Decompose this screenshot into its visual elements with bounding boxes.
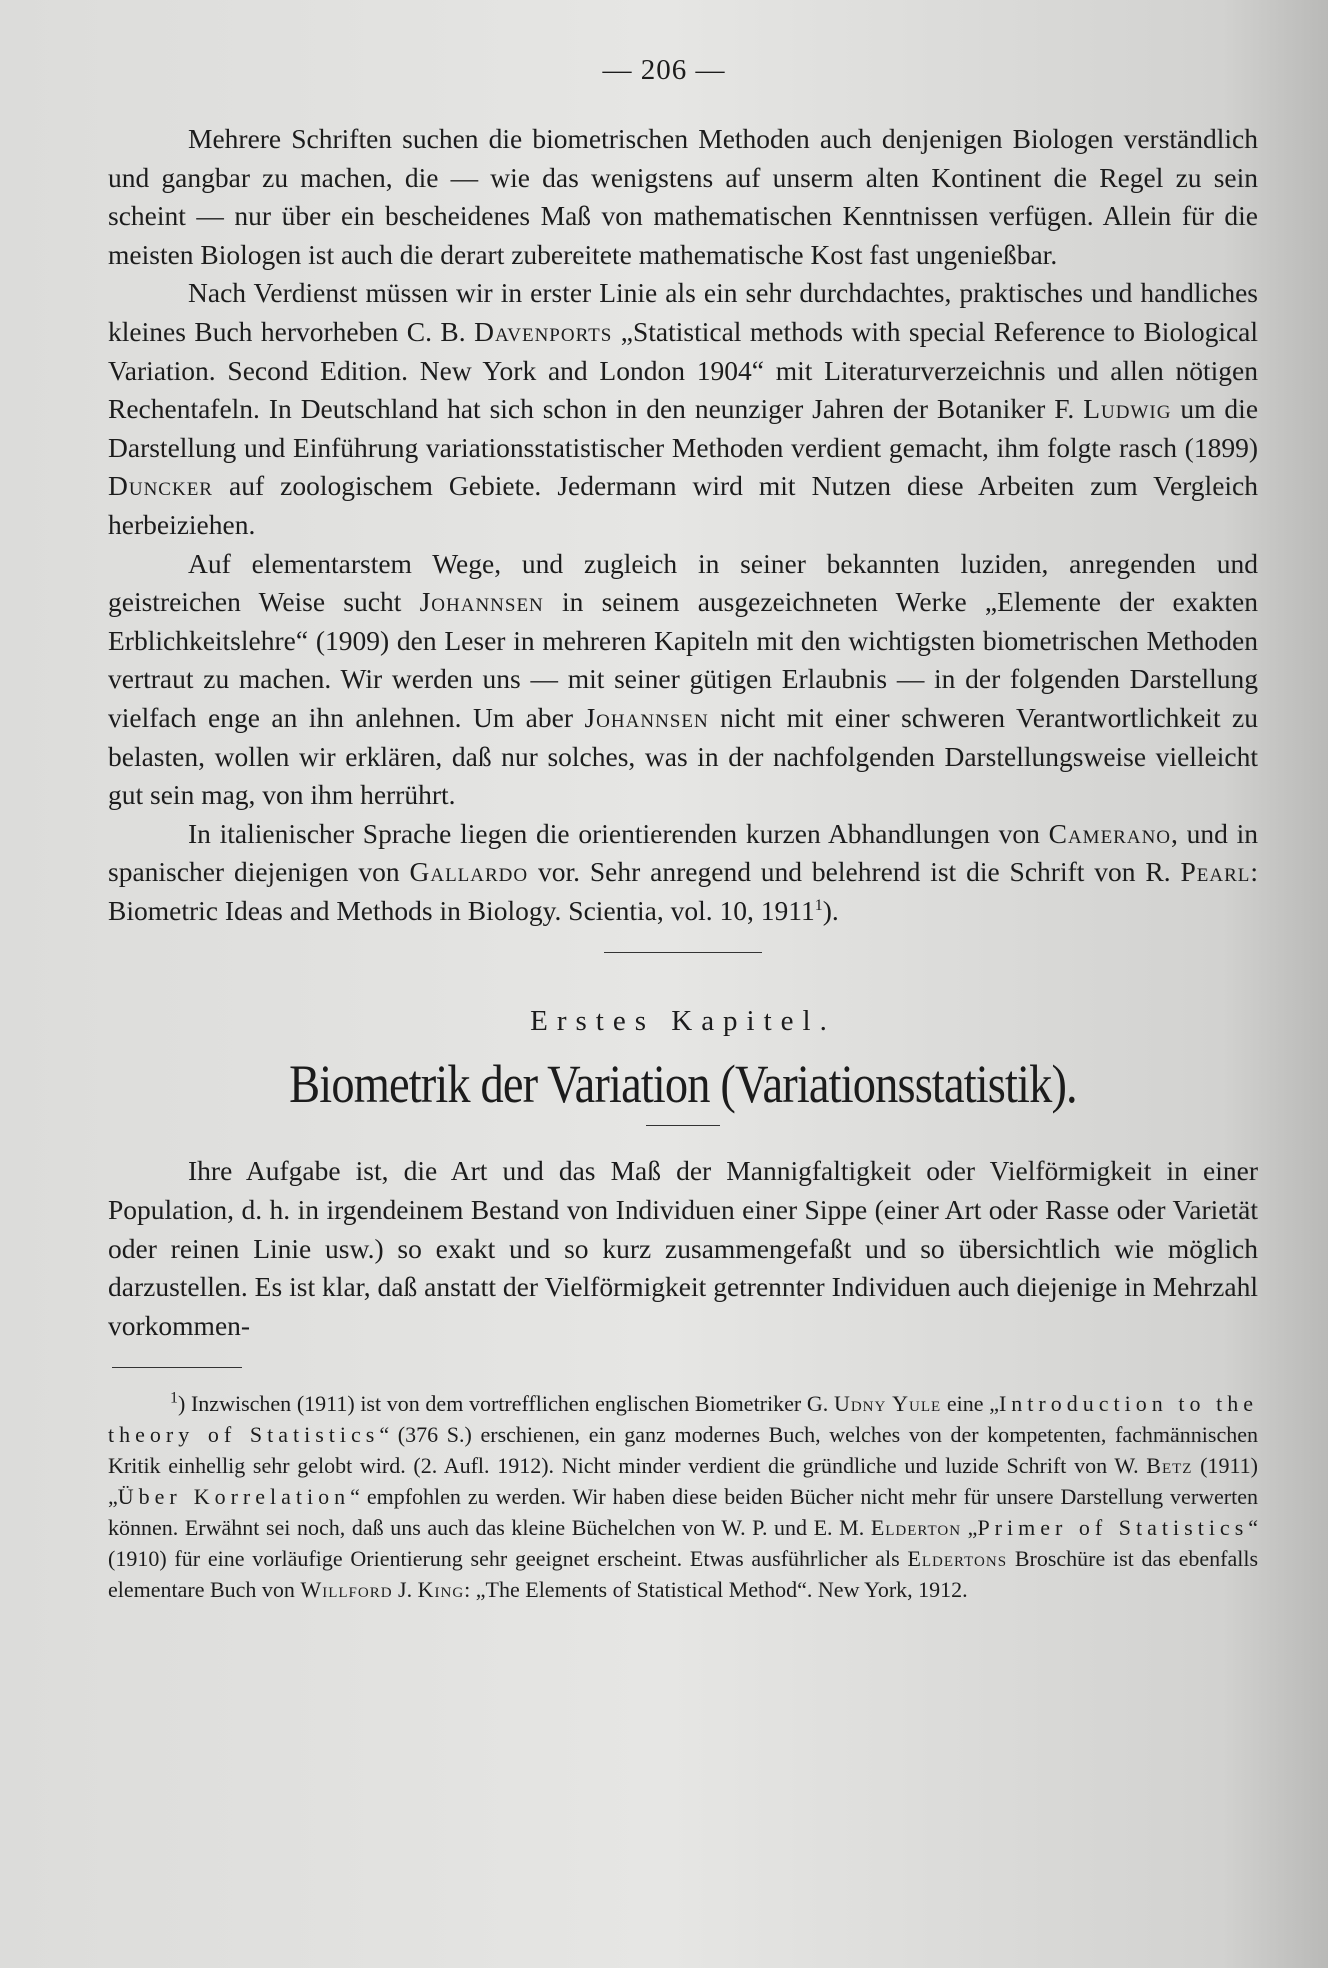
footnote-text-c: “ (376 S.) erschienen, ein ganz modernes Buch, welches von der kompetenten, fachmännischen Kritik einhellig sehr gelobt wird. (2. Aufl. 1912). Nicht minder verdient die gründliche und luzide Schrift von W. (108, 1422, 1258, 1479)
author-johannsen: Johannsen (419, 586, 544, 618)
paragraph-4-text-c: vor. Sehr anregend und belehrend ist die Schrift von R. (538, 856, 1171, 888)
chapter-title: Biometrik der Variation (Variationsstatistik). (289, 1054, 1077, 1115)
chapter-label: Erstes Kapitel. (530, 1005, 836, 1038)
paragraph-2-text-a: Nach Verdienst müssen wir in erster Linie als ein sehr durchdachtes, praktisches und handliches kleines Buch hervorheben C. B. (108, 277, 1258, 347)
chapter-title-divider (646, 1125, 720, 1126)
author-camerano: Camerano (1048, 817, 1172, 849)
footnote-text-e: “ empfohlen zu werden. Wir haben diese beiden Bücher nicht mehr für unsere Darstellung verwerten können. Erwähnt sei noch, daß uns auch das kleine Büchelchen von W. P. und E. M. (108, 1484, 1258, 1541)
footnote-text-a: ) Inzwischen (1911) ist von dem vortrefflichen englischen Biometriker G. (178, 1391, 829, 1417)
author-duncker: Duncker (108, 470, 213, 502)
footnote (108, 1388, 1258, 1605)
author-johannsen-2: Johannsen (584, 701, 709, 733)
title-primer-statistics: Primer of Statistics (977, 1515, 1249, 1541)
paragraph-1: Mehrere Schriften suchen die biometrischen Methoden auch denjenigen Biologen verständlich und gangbar zu machen, die — wie das wenigstens auf unserm alten Kontinent die Regel zu sein scheint — nur über ein bescheidenes Maß von mathematischen Kenntnissen verfügen. Allein für die meisten Biologen ist auch die derart zubereitete mathematische Kost fast ungenießbar. (108, 123, 1258, 270)
paragraph-4-text-e: ). (822, 894, 839, 926)
footnote-text-f: „ (967, 1515, 978, 1541)
author-willford: Willford (300, 1577, 393, 1603)
main-text (108, 120, 1258, 1605)
paragraph-2 (108, 274, 1258, 544)
footnote-number: 1 (170, 1390, 178, 1408)
paragraph-3 (108, 545, 1258, 815)
footnote-text-b: eine „ (946, 1391, 999, 1417)
title-ueber-korrelation: Über Korrelation (117, 1484, 351, 1510)
author-elderton: Elderton (870, 1515, 962, 1541)
page-number: — 206 — (602, 54, 726, 86)
title-introduction-statistics: Introduction to the theory of Statistics (108, 1391, 1259, 1448)
footnote-text (108, 1388, 1258, 1605)
paragraph-2-text-c: um die Darstellung und Einführung variationsstatistischer Methoden verdient gemacht, ihm folgte rasch (1899) (108, 393, 1259, 463)
author-betz: Betz (1146, 1453, 1193, 1479)
paragraph-2-text-d: auf zoologischem Gebiete. Jedermann wird mit Nutzen diese Arbeiten zum Vergleich herbeiziehen. (108, 470, 1259, 540)
paragraph-3-text-c: nicht mit einer schweren Verantwortlichkeit zu belasten, wollen wir erklären, daß nur solches, was in der nachfolgenden Darstellungsweise vielleicht gut sein mag, von ihm herrührt. (108, 701, 1259, 811)
author-udny-yule: Udny Yule (833, 1391, 942, 1417)
author-gallardo: Gallardo (409, 856, 529, 888)
paragraph-2-text-b: „Statistical methods with special Reference to Biological Variation. Second Edition. New York and London 1904“ mit Literaturverzeichnis und allen nötigen Rechentafeln. In Deutschland hat sich schon in den neunziger Jahren der Botaniker F. (108, 315, 1259, 425)
author-eldertons: Eldertons (907, 1546, 1008, 1572)
footnote-text-i: J. (398, 1577, 413, 1603)
author-davenport: Davenports (474, 315, 613, 347)
footnote-text-g: “ (1910) für eine vorläufige Orientierung sehr geeignet erscheint. Etwas ausführlicher als (108, 1515, 1259, 1572)
paragraph-4-text-a: In italienischer Sprache liegen die orientierenden kurzen Abhandlungen von (188, 817, 1040, 849)
footnote-text-j: : „The Elements of Statistical Method“. New York, 1912. (464, 1577, 968, 1603)
paragraph-3-text-b: in seinem ausgezeichneten Werke „Elemente der exakten Erblichkeitslehre“ (1909) den Leser in mehreren Kapiteln mit den wichtigsten biometrischen Methoden vertraut zu machen. Wir werden uns — mit seiner gütigen Erlaubnis — in der folgenden Darstellung vielfach enge an ihn anlehnen. Um aber (108, 586, 1259, 733)
section-divider (604, 952, 762, 953)
author-pearl: Pearl (1180, 856, 1251, 888)
footnote-text-h: Broschüre ist das ebenfalls elementare Buch von (108, 1546, 1259, 1603)
footnote-divider (112, 1367, 242, 1368)
footnote-marker: 1 (814, 896, 823, 914)
footnote-text-d: (1911) „ (108, 1453, 1258, 1510)
paragraph-4 (108, 815, 1258, 931)
paragraph-4-text-d: : Biometric Ideas and Methods in Biology. Scientia, vol. 10, 1911 (108, 856, 1259, 926)
paragraph-3-text-a: Auf elementarstem Wege, und zugleich in seiner bekannten luziden, anregenden und geistreichen Weise sucht (108, 547, 1258, 618)
chapter-paragraph: Ihre Aufgabe ist, die Art und das Maß der Mannigfaltigkeit oder Vielförmigkeit in einer Population, d. h. in irgendeinem Bestand von Individuen einer Sippe (einer Art oder Rasse oder Varietät oder reinen Linie usw.) so exakt und so kurz zusammengefaßt und so übersichtlich wie möglich darzustellen. Es ist klar, daß anstatt der Vielförmigkeit getrennter Individuen auch diejenige in Mehrzahl vorkommen- (108, 1155, 1258, 1341)
author-king: King (417, 1577, 465, 1603)
paragraph-4-text-b: , und in spanischer diejenigen von (108, 817, 1259, 888)
author-ludwig: Ludwig (1083, 393, 1172, 425)
